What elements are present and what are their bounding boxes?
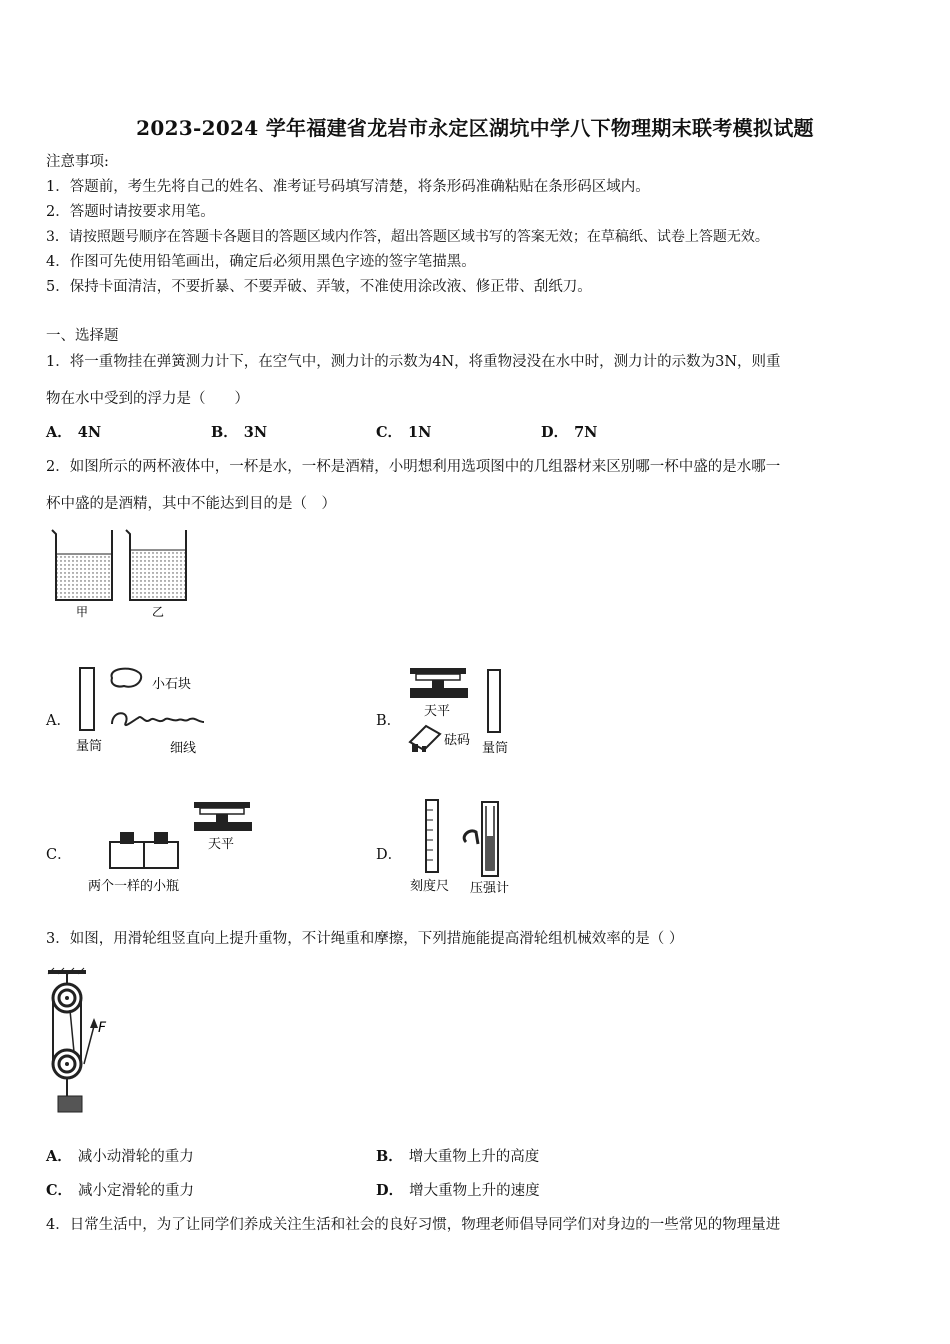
q3-option-a xyxy=(46,1148,194,1166)
q1-option-b xyxy=(211,424,267,442)
notice-item: 5．保持卡面清洁，不要折暴、不要弄破、弄皱，不准使用涂改液、修正带、刮纸刀。 xyxy=(46,279,592,295)
balance-icon xyxy=(194,802,252,831)
option-a-figure xyxy=(72,664,222,760)
question-4-line-1: 4．日常生活中，为了让同学们养成关注生活和社会的良好习惯，物理老师倡导同学们对身边的一些常见的物理量进 xyxy=(46,1217,781,1233)
option-label: D． xyxy=(541,424,569,441)
q1-option-c xyxy=(376,424,431,442)
weights-box-icon xyxy=(410,726,440,752)
option-c-figure xyxy=(82,796,262,896)
option-text: 1N xyxy=(408,424,432,441)
beaker-yi xyxy=(126,530,186,600)
weight-block-icon xyxy=(58,1096,82,1112)
fig-label: 天平 xyxy=(424,704,451,719)
option-text: 4N xyxy=(77,424,102,441)
fig-label: 小石块 xyxy=(152,677,192,692)
option-label: A． xyxy=(46,424,72,441)
question-2-line-2: 杯中盛的是酒精，其中不能达到目的是（ ） xyxy=(46,496,336,512)
option-label: C． xyxy=(376,424,403,441)
option-label: B． xyxy=(211,424,238,441)
question-2-line-1: 2．如图所示的两杯液体中，一杯是水，一杯是酒精，小明想利用选项图中的几组器材来区别哪一杯中盛的是水哪一 xyxy=(46,459,781,475)
manometer-icon xyxy=(464,802,498,876)
beaker-label: 乙 xyxy=(152,605,165,619)
notice-item: 2．答题时请按要求用笔。 xyxy=(46,204,215,220)
beaker-label: 甲 xyxy=(76,605,89,619)
fixed-pulley-icon xyxy=(53,984,81,1012)
option-text: 增大重物上升的高度 xyxy=(408,1149,540,1165)
fig-label: 天平 xyxy=(208,837,235,852)
pulley-figure xyxy=(44,966,124,1116)
q1-option-a xyxy=(46,424,101,442)
option-text: 3N xyxy=(243,424,268,441)
bottle-icon xyxy=(110,832,144,868)
section-heading: 一、选择题 xyxy=(46,328,119,344)
q3-option-c xyxy=(46,1182,194,1200)
option-label: D． xyxy=(376,1182,404,1199)
option-text: 7N xyxy=(574,424,598,441)
fig-label: 量筒 xyxy=(76,739,103,754)
q1-option-d xyxy=(541,424,597,442)
notice-item: 4．作图可先使用铅笔画出，确定后必须用黑色字迹的签字笔描黑。 xyxy=(46,254,476,270)
ruler-icon xyxy=(426,800,438,872)
option-label: A． xyxy=(46,1148,72,1165)
notice-item: 3．请按照题号顺序在答题卡各题目的答题区域内作答，超出答题区域书写的答案无效；在草稿纸、试卷上答题无效。 xyxy=(46,229,769,245)
balance-icon xyxy=(410,668,468,698)
option-label: C． xyxy=(46,1182,73,1199)
option-text: 增大重物上升的速度 xyxy=(409,1183,540,1199)
q2-option-a-label: A． xyxy=(46,713,71,729)
q3-option-d xyxy=(376,1182,540,1200)
fig-label: 刻度尺 xyxy=(410,879,450,894)
fig-label: 压强计 xyxy=(470,881,510,896)
option-b-figure xyxy=(402,664,527,760)
page-title: 2023-2024 学年福建省龙岩市永定区湖坑中学八下物理期末联考模拟试题 xyxy=(136,116,814,140)
question-3-line-1: 3．如图，用滑轮组竖直向上提升重物，不计绳重和摩擦，下列措施能提高滑轮组机械效率的是（ ） xyxy=(46,931,684,947)
fig-label: 量筒 xyxy=(482,741,509,756)
q3-option-b xyxy=(376,1148,539,1166)
movable-pulley-icon xyxy=(53,1050,81,1078)
fig-label: 细线 xyxy=(170,741,197,756)
question-1-line-2: 物在水中受到的浮力是（ ） xyxy=(46,391,249,407)
option-text: 减小定滑轮的重力 xyxy=(78,1183,195,1199)
thread-icon xyxy=(112,713,204,725)
q2-option-c-label: C． xyxy=(46,847,72,863)
option-d-figure xyxy=(406,796,531,896)
question-1-line-1: 1．将一重物挂在弹簧测力计下，在空气中，测力计的示数为4N，将重物浸没在水中时，测力计的示数为3N，则重 xyxy=(46,354,781,370)
option-text: 减小动滑轮的重力 xyxy=(77,1149,194,1165)
beaker-jia xyxy=(52,530,112,600)
notice-heading: 注意事项: xyxy=(46,154,109,170)
bottle-icon xyxy=(144,832,178,868)
stone-icon xyxy=(112,669,142,687)
fig-label: 砝码 xyxy=(444,733,471,748)
measuring-cylinder-icon xyxy=(80,668,94,730)
beakers-figure xyxy=(44,524,204,624)
q2-option-d-label: D． xyxy=(376,847,403,863)
fig-label: 两个一样的小瓶 xyxy=(88,879,180,894)
notice-item: 1．答题前，考生先将自己的姓名、准考证号码填写清楚，将条形码准确粘贴在条形码区域内。 xyxy=(46,179,650,195)
measuring-cylinder-icon xyxy=(488,670,500,732)
force-label: F xyxy=(98,1020,107,1036)
q2-option-b-label: B． xyxy=(376,713,402,729)
option-label: B． xyxy=(376,1148,403,1165)
force-arrow xyxy=(84,1026,94,1064)
